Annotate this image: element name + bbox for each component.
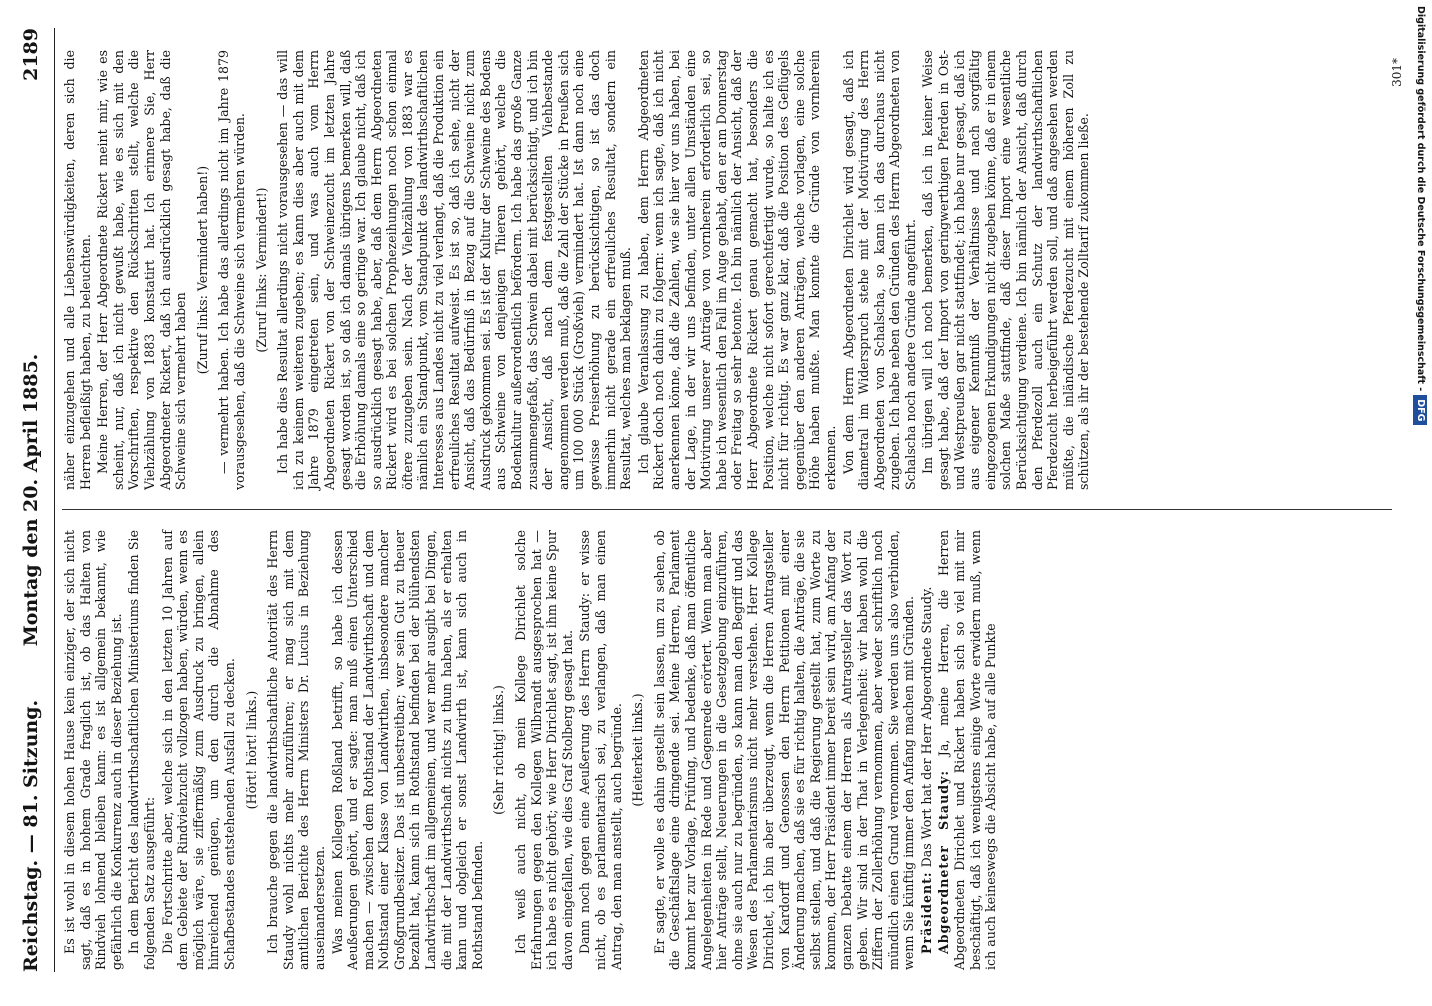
header-rule [54,28,55,972]
digitization-credit [1408,0,1432,1006]
paragraph: Dann noch gegen eine Aeußerung des Herrn Staudy: er wisse nicht, ob es parlamentarisch sei, zu verlangen, daß man einen Antrag, den man anstellt, auch begründe. [577,530,624,970]
credit-text: Digitalisierung gefördert durch die Deutsche Forschungsgemeinschaft - [1415,6,1426,392]
interjection: (Zuruf links: Vermindert!) [253,187,269,353]
interjection: (Hört! hört! links.) [243,690,259,810]
signature-mark: 301* [1390,58,1405,87]
interjection: (Sehr richtig! links.) [491,685,507,815]
paragraph: Es ist wohl in diesem hohen Hause kein einziger, der sich nicht sagt, daß es in hohem Grade fraglich ist, ob das Halten von Rindvieh lohnend bleiben kann: es ist allgemein bekannt, wie gefährlich die Konkurrenz auch in dieser Beziehung ist. [62,530,124,970]
right-column [62,50,1405,490]
speaker-paragraph [936,530,998,970]
header-date: Montag den 20. April 1885. [20,353,42,647]
paragraph: Ich weiß auch nicht, ob mein Kollege Dirichlet solche Erfahrungen gegen den Kollegen Wilbrandt ausgesprochen hat — ich habe es nicht gehört; wie Herr Dirichlet sagt, ist ihm keine Spur davon eingefallen, wie dies Graf Stolberg gesagt hat. [513,530,575,970]
dfg-logo: DFG [1413,395,1427,425]
paragraph: In dem Bericht des landwirthschaftlichen Ministeriums finden Sie folgenden Satz ausgeführt: [126,530,157,970]
paragraph: Ich habe dies Resultat allerdings nicht vorausgesehen — das will ich zu keinem weiteren zugeben; es kann dies aber auch mit dem Jahre 1879 eingetreten sein, und was auch vom Herrn Abgeordneten Rickert von der Schweinezucht im letzten Jahre gesagt worden ist, so daß ich damals übrigens bemerken will, daß die Erhöhung damals eine so geringe war. Ich glaube nicht, daß ich so ausdrücklich gesagt habe, aber, daß dem Herrn Abgeordneten Rickert wird es bei solchen Prophezeihungen noch schon einmal öftere zuzugeben sein. Nach der Viehzählung von 1883 war es nämlich ein Standpunkt, vom Standpunkt des landwirthschaftlichen Interesses aus Landes nicht zu viel verlangt, daß die Produktion ein erfreuliches Resultat aufweist. Es ist so, daß ich sehe, nicht der Ansicht, daß das Bedürfniß in Bezug auf die Schweine nicht zum Ausdruck gekommen sei. Es ist der Kultur der Schweine des Bodens aus Schweine von denjenigen Thieren gehört, welche die Bodenkultur außerordentlich befördern. Ich habe das große Ganze zusammengefaßt, das Schwein dabei mit berücksichtigt, und ich bin der Ansicht, daß nach dem festgestellten Viehbestande angenommen werden muß, daß die Zahl der Stücke in Preußen sich um 100 000 Stück (Großvieh) vermindert hat. Ist dann noch eine gewisse Preiserhöhung zu berücksichtigen, so ist das doch immerhin nicht gerade ein erfreuliches Resultat, sondern ein Resultat, welches man beklagen muß. [275,50,634,490]
paragraph: Was meinen Kollegen Roßland betrifft, so habe ich dessen Aeußerungen gehört, und er sagte: man muß einen Unterschied machen — zwischen dem Rothstand der Landwirthschaft und dem Nothstand einer Klasse von Landwirthen, insbesondere mancher Großgrundbesitzer. Das ist unbestreitbar; wer sein Gut zu theuer bezahlt hat, kann sich in Rothstand befinden bei der blühendsten Landwirthschaft im allgemeinen, und wer mehr ausgibt bei Dingen, die mit der Landwirthschaft nichts zu thun haben, als er erhalten kann und obgleich er sonst Landwirth ist, kann sich auch in Rothstand befinden. [329,530,485,970]
running-header [20,28,50,972]
paragraph: Im übrigen will ich noch bemerken, daß ich in keiner Weise gesagt habe, daß der Import von geringwerthigen Pferden in Ost- und Westpreußen gar nicht stattfindet; ich habe nur gesagt, daß ich aus eigener Kenntniß der Verhältnisse und nach sorgfältig eingezogenen Erkundigungen nicht zugeben könne, daß er in einem solchen Maße stattfinde, daß dieser Import eine wesentliche Berücksichtigung verdiene. Ich bin nämlich der Ansicht, daß durch den Pferdezoll auch ein Schutz der landwirthschaftlichen Pferdezucht herbeigeführt werden soll, und daß angesehen werden müßte, die inländische Pferdezucht mit einem höheren Zoll zu schützen, als ihr der bestehende Zolltarif zukommen ließe. [920,50,1092,490]
speaker-name: Präsident: [918,871,934,954]
paragraph: Ich glaube Veranlassung zu haben, dem Herrn Abgeordneten Rickert doch noch dahin zu folgern: wenn ich sagte, daß ich nicht anerkennen könne, daß die Zahlen, wie sie hier vor uns haben, bei der Lage, in der wir uns befinden, unter allen Umständen eine Motivirung unserer Anträge von vornherein erforderlich sei, so habe ich wesentlich den Fall im Auge gehabt, den er am Donnerstag oder Freitag so sehr betonte. Ich bin nämlich der Ansicht, daß der Herr Abgeordnete Rickert genau gemacht hat, besonders die Position, welche nicht sofort gerechtfertigt wurde, so halte ich es nicht für richtig. Es war ganz klar, daß die Position des Geflügels gegenüber den anderen Anträgen, welche vorlagen, eine solche Höhe haben mußte. Man konnte die Gründe von vornherein erkennen. [635,50,838,490]
paragraph: Er sagte, er wolle es dahin gestellt sein lassen, um zu sehen, ob die Geschäftslage eine dringende sei. Meine Herren, Parlament kommt her zur Vorlage, Prüfung, und bedenke, daß man öffentliche Angelegenheiten in Rede und Gegenrede erörtert. Wenn man aber hier Anträge stellt, Neuerungen in die Gesetzgebung einzuführen, ohne sie auch nur zu begründen, so kann man den Begriff und das Wesen des Parlamentarismus nicht mehr verstehen. Herr Kollege Dirichlet, ich bin aber überzeugt, wenn die Herren Antragsteller von Kardorff und Genossen den Herrn Petitionen mit einer Änderung machen, daß sie es für richtig halten, die Anträge, die sie selbst stellen, und daß die Regierung gestellt hat, zum Worte zu kommen, der Herr Präsident immer bereit sein wird, am Anfang der ganzen Debatte einem der Herren als Antragsteller das Wort zu geben. Wir sind in der That in Verlegenheit: wir haben wohl die Ziffern der Zollerhöhung vernommen, aber weder schriftlich noch mündlich einen Grund vernommen. Sie werden uns also verbinden, wenn Sie künftig immer den Anfang machen mit Gründen. [651,530,917,970]
digitization-sidebar [1408,0,1432,1000]
paragraph: näher einzugehen und alle Liebenswürdigkeiten, deren sich die Herren befleißigt haben, zu beleuchten. [62,50,93,490]
paragraph: — vermehrt haben. Ich habe das allerdings nicht im Jahre 1879 vorausgesehen, daß die Schweine sich vermehren würden. [216,50,247,490]
paragraph: Von dem Herrn Abgeordneten Dirichlet wird gesagt, daß ich diametral im Widerspruch stehe mit der Motivirung des Herrn Abgeordneten von Schalscha, so kann ich das durchaus nicht zugeben. Ich habe neben den Gründen des Herrn Abgeordneten von Schalscha noch andere Gründe angeführt. [840,50,918,490]
header-page-number: 2189 [20,28,42,81]
column-divider [62,509,1392,510]
paragraph: Ich brauche gegen die landwirthschaftliche Autorität des Herrn Staudy wohl nichts mehr anzuführen; er mag sich mit dem amtlichen Berichte des Herrn Ministers Dr. Lucius in Beziehung auseinandersetzen. [265,530,327,970]
interjection: (Zuruf links: Vermindert haben!) [194,165,210,375]
paragraph: Meine Herren, der Herr Abgeordnete Rickert meint mir, wie es scheint, nur, daß ich nicht gewußt habe, wie es sich mit den Vorschriften, respektive den Rückschritten stellt, welche die Viehzählung von 1883 konstatirt hat. Ich erinnere Sie, Herr Abgeordneter Rickert, daß ich ausdrücklich gesagt habe, daß die Schweine sich vermehrt haben [95,50,189,490]
speaker-name: Abgeordneter Staudy: [936,769,952,954]
left-column [62,530,1402,970]
quotation: Die Fortschritte aber, welche sich in den letzten 10 Jahren auf dem Gebiete der Rindviehzucht vollzogen haben, würden, wenn es möglich wäre, sie ziffermäßig zum Ausdruck zu bringen, allein hinreichend genügen, um den durch die Abnahme des Schafbestandes entstehenden Ausfall zu decken. [159,530,237,970]
header-session: Reichstag. — 81. Sitzung. [20,699,42,972]
interjection: (Heiterkeit links.) [630,693,646,807]
speech-text: Das Wort hat der Herr Abgeordnete Staudy. [918,586,934,868]
speaker-paragraph [919,530,935,970]
speech-text: Ja, meine Herren, die Herren Abgeordneten Dirichlet und Rickert haben sich so viel mit mir beschäftigt, daß ich wenigstens einige Worte erwidern muß, wenn ich auch keineswegs die Absicht habe, auf alle Punkte [936,530,999,970]
